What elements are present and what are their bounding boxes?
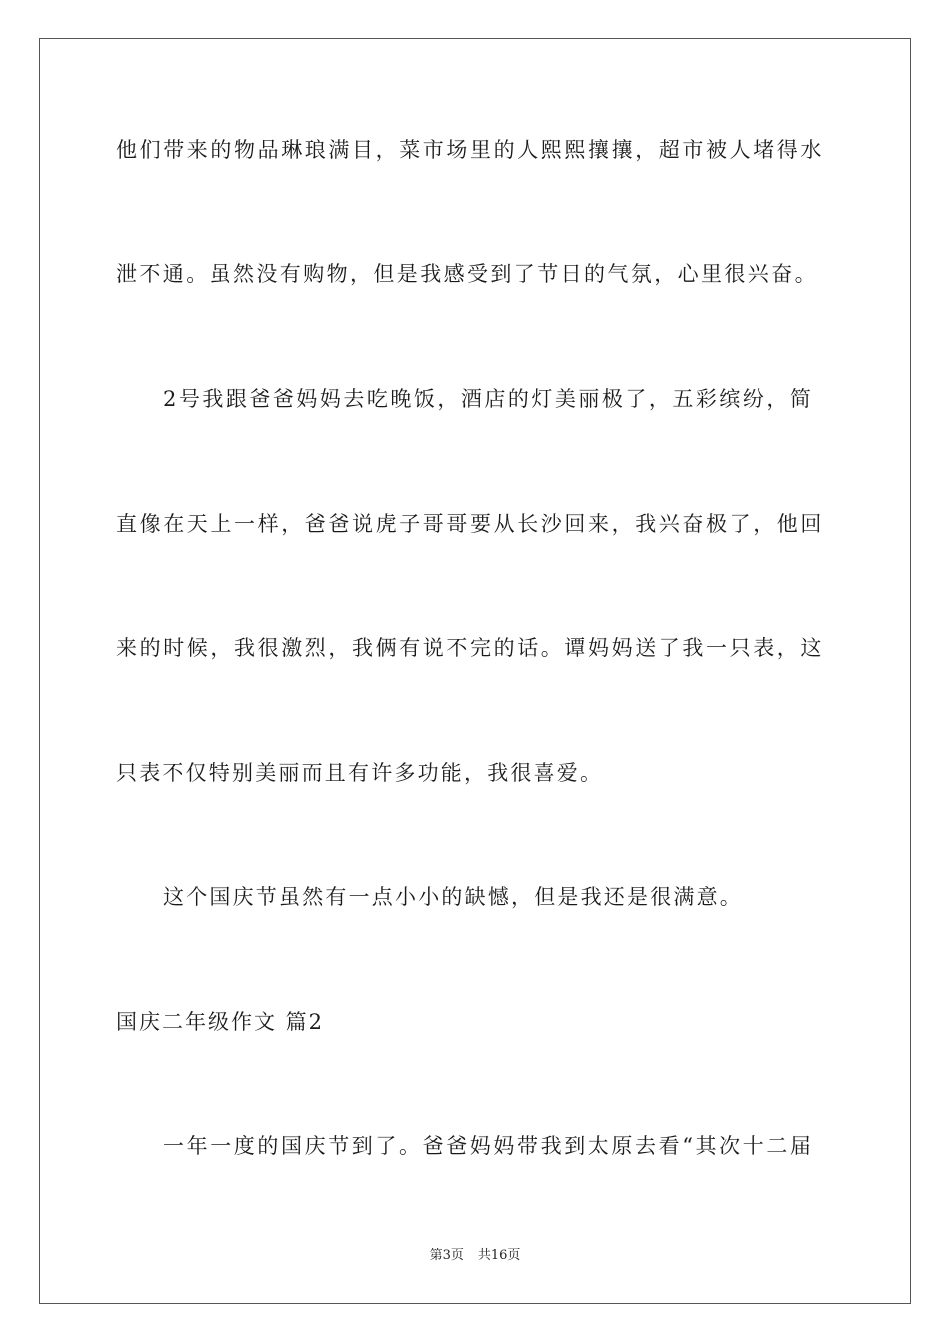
paragraph-line: 泄不通。虽然没有购物，但是我感受到了节日的气氛，心里很兴奋。 bbox=[116, 262, 818, 286]
page-number: 第3页 bbox=[429, 1248, 464, 1263]
paragraph-line: 只表不仅特别美丽而且有许多功能，我很喜爱。 bbox=[116, 761, 604, 785]
section-heading: 国庆二年级作文 篇2 bbox=[116, 1010, 325, 1034]
paragraph-line: 一年一度的国庆节到了。爸爸妈妈带我到太原去看“其次十二届 bbox=[163, 1134, 814, 1158]
page-border bbox=[39, 38, 911, 1304]
paragraph-line: 直像在天上一样，爸爸说虎子哥哥要从长沙回来，我兴奋极了，他回 bbox=[116, 512, 824, 536]
paragraph-line: 他们带来的物品琳琅满目，菜市场里的人熙熙攘攘，超市被人堵得水 bbox=[116, 138, 824, 162]
paragraph-line: 2号我跟爸爸妈妈去吃晚饭，酒店的灯美丽极了，五彩缤纷，简 bbox=[163, 387, 814, 411]
page-total: 共16页 bbox=[477, 1248, 521, 1263]
paragraph-line: 这个国庆节虽然有一点小小的缺憾，但是我还是很满意。 bbox=[163, 885, 743, 909]
page-footer bbox=[0, 1247, 950, 1265]
paragraph-line: 来的时候，我很激烈，我俩有说不完的话。谭妈妈送了我一只表，这 bbox=[116, 636, 824, 660]
